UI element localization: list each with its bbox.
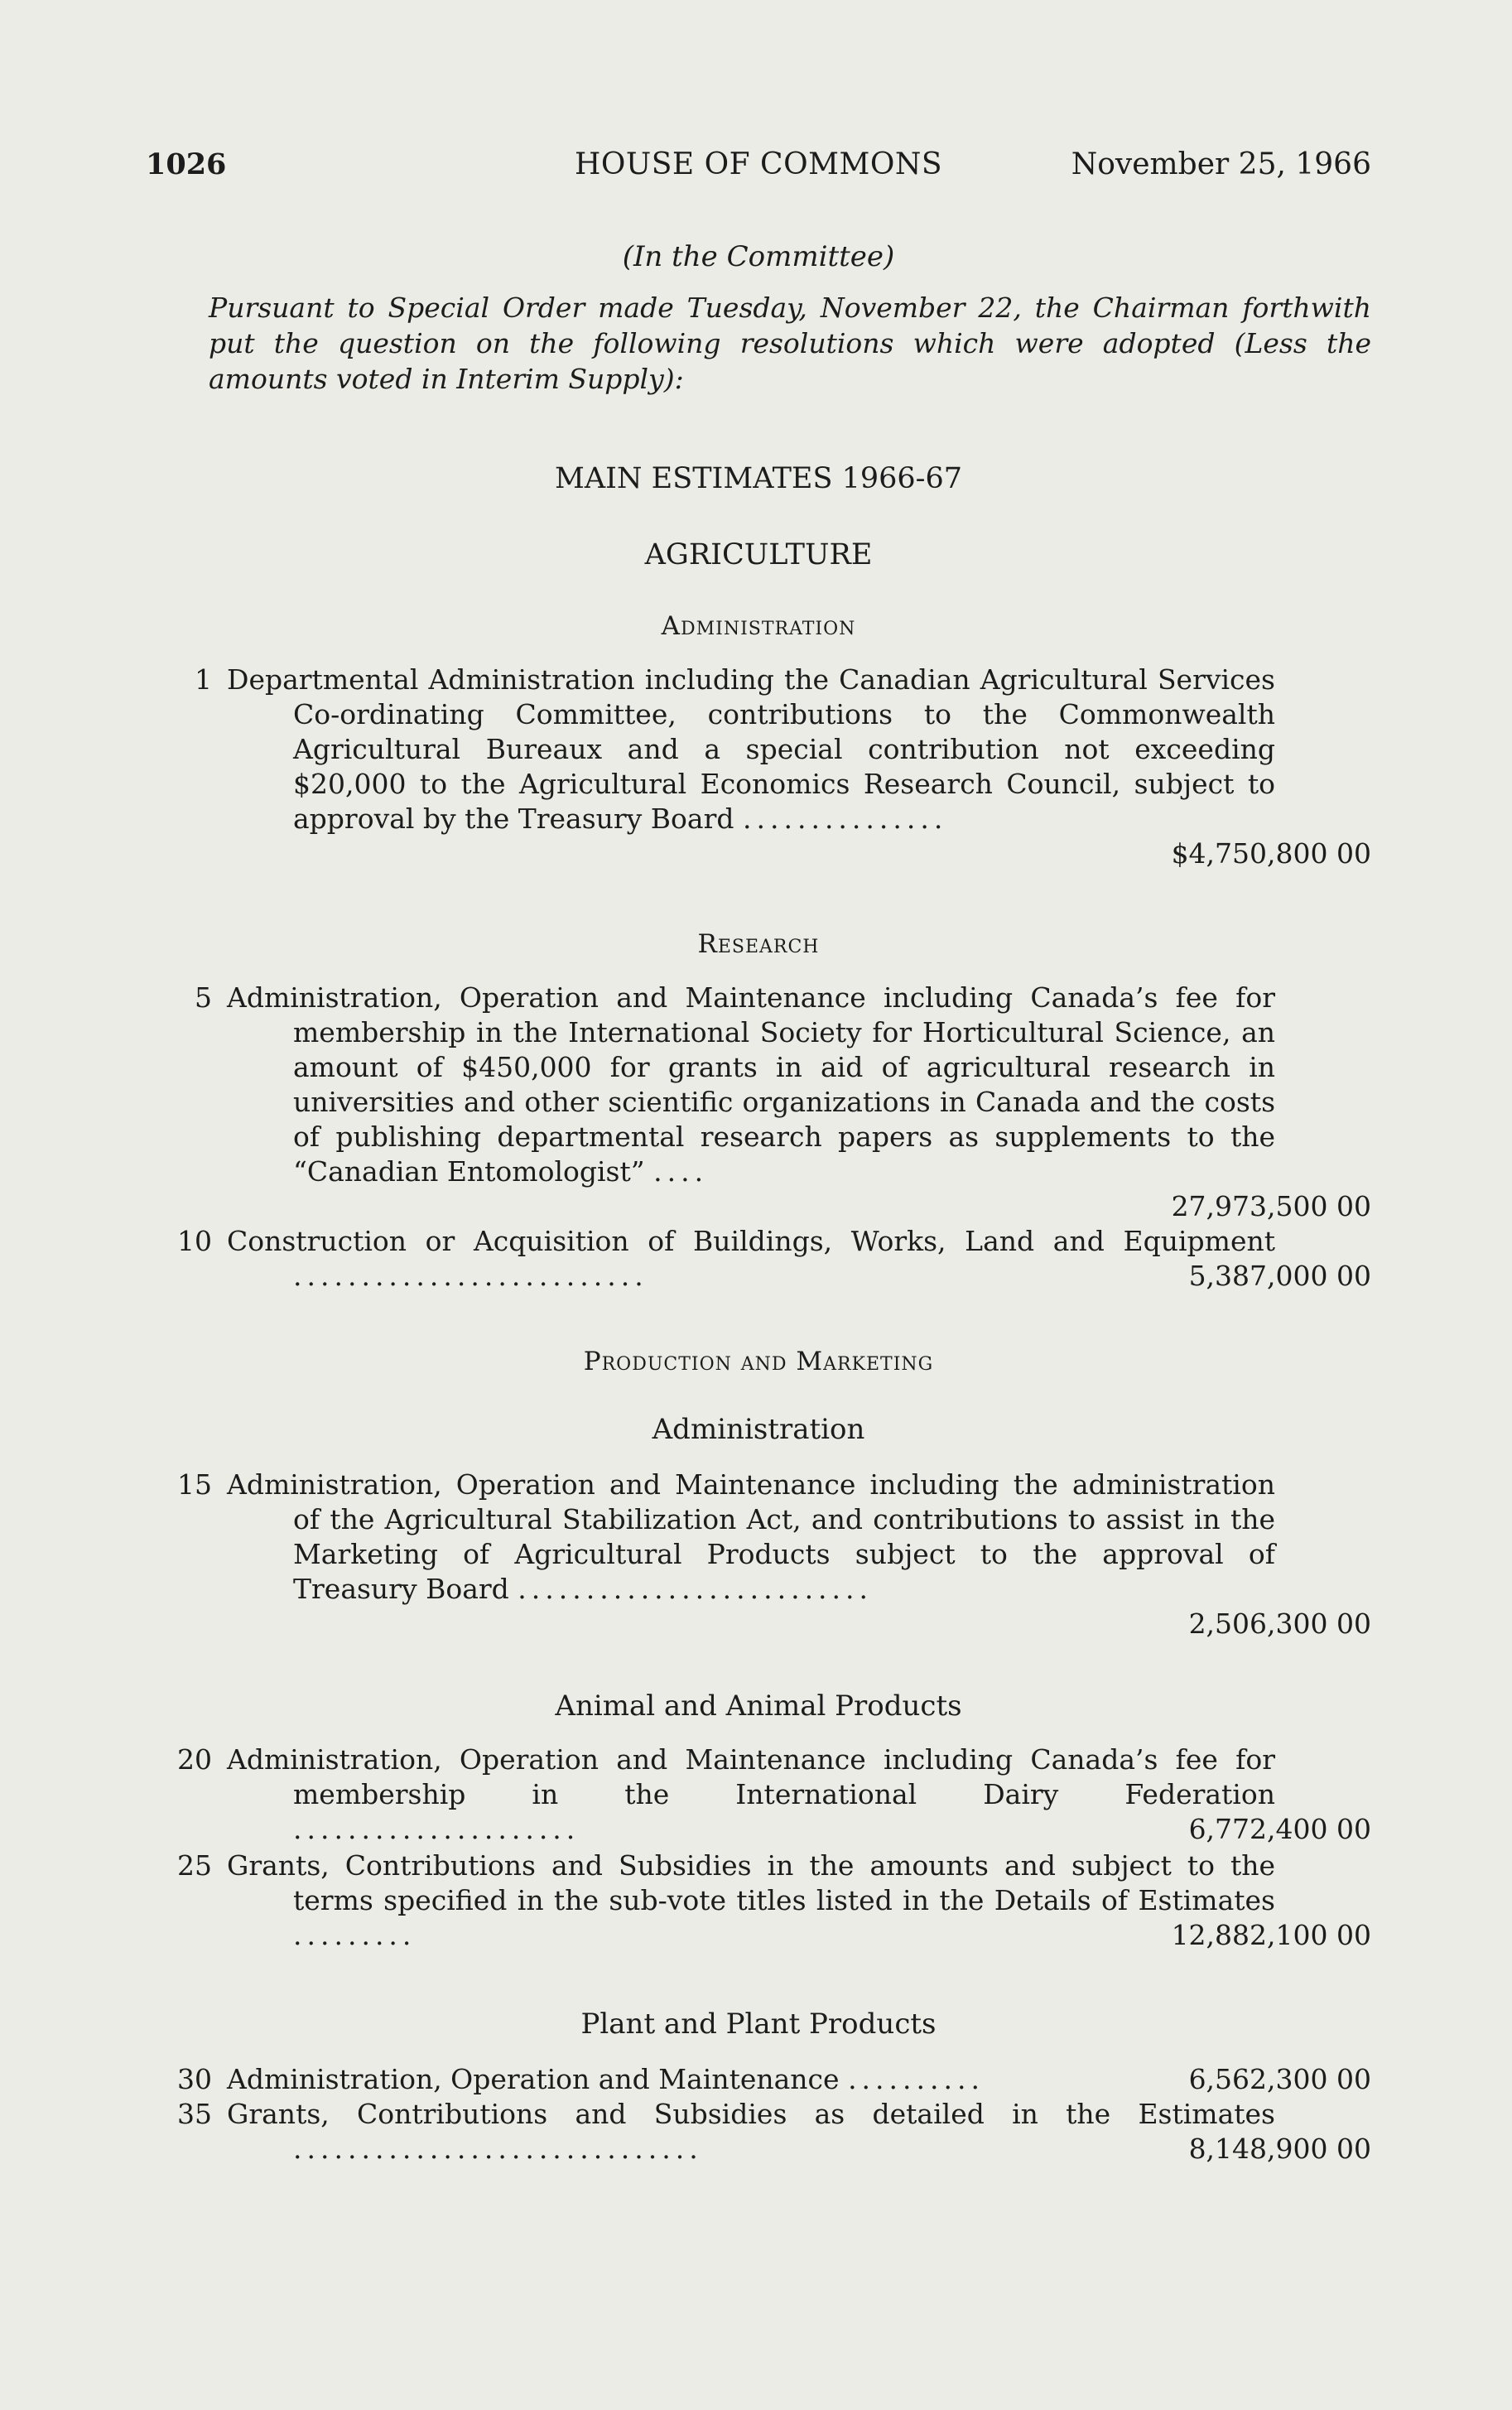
vote-item bbox=[146, 981, 1371, 1259]
subsection-animal: Animal and Animal Products bbox=[555, 1689, 962, 1723]
vote-amount: 12,882,100 00 bbox=[1171, 1919, 1371, 1951]
vote-description: Administration, Operation and Maintenance including Canada’s fee for membership in the International Society for Horticultural Science, an amount of $450,000 for grants in aid of agricultural research in universities and other scientific organizations in Canada and the costs of publishing departmental research papers as supplements to the “Canadian Entomologist” .... bbox=[227, 981, 1275, 1188]
vote-amount: 6,772,400 00 bbox=[1188, 1813, 1371, 1845]
committee-note: (In the Committee) bbox=[622, 240, 895, 273]
vote-amount: 8,148,900 00 bbox=[1188, 2133, 1371, 2165]
section-research: Research bbox=[697, 929, 820, 959]
vote-item bbox=[146, 2062, 1371, 2100]
vote-number: 5 bbox=[195, 981, 212, 1014]
vote-item bbox=[146, 1468, 1371, 1650]
vote-item bbox=[146, 1224, 1371, 1299]
vote-item bbox=[146, 1742, 1371, 1850]
estimates-title: MAIN ESTIMATES 1966-67 bbox=[554, 462, 963, 495]
vote-description: Grants, Contributions and Subsidies in the amounts and subject to the terms specified in the sub-vote titles listed in the Details of Estimates ......... bbox=[227, 1849, 1275, 1951]
vote-number: 10 bbox=[177, 1225, 212, 1257]
vote-description: Administration, Operation and Maintenance including the administration of the Agricultural Stabilization Act, and contributions to assist in the Marketing of Agricultural Products subject to the approval of Treasury Board .......................... bbox=[227, 1468, 1275, 1605]
vote-item bbox=[146, 2097, 1371, 2171]
vote-amount: $4,750,800 00 bbox=[1171, 837, 1371, 870]
page-header bbox=[146, 147, 1371, 194]
vote-description: Grants, Contributions and Subsidies as detailed in the Estimates .............................. bbox=[227, 2098, 1275, 2165]
intro-paragraph: Pursuant to Special Order made Tuesday, November 22, the Chairman forthwith put the question on the following resolutions which were adopted (Less the amounts voted in Interim Supply): bbox=[209, 292, 1371, 395]
vote-number: 25 bbox=[177, 1849, 212, 1882]
section-production-marketing: Production and Marketing bbox=[583, 1347, 934, 1376]
subsection-administration: Administration bbox=[652, 1413, 865, 1446]
vote-item bbox=[146, 663, 1371, 878]
vote-description: Construction or Acquisition of Buildings, Works, Land and Equipment .......................... bbox=[227, 1225, 1275, 1292]
page-number: 1026 bbox=[146, 147, 227, 181]
vote-number: 15 bbox=[177, 1468, 212, 1501]
vote-amount: 5,387,000 00 bbox=[1188, 1260, 1371, 1292]
page-date: November 25, 1966 bbox=[1071, 147, 1371, 181]
subsection-plant: Plant and Plant Products bbox=[580, 2008, 937, 2041]
vote-amount: 6,562,300 00 bbox=[1188, 2063, 1371, 2095]
vote-number: 1 bbox=[195, 663, 212, 696]
vote-description: Administration, Operation and Maintenance .......... bbox=[227, 2063, 985, 2095]
vote-number: 30 bbox=[177, 2063, 212, 2095]
vote-amount: 2,506,300 00 bbox=[1188, 1607, 1371, 1640]
vote-description: Departmental Administration including the Canadian Agricultural Services Co-ordinating Committee, contributions to the Commonwealth Agricultural Bureaux and a special contribution not exceeding $20,000 to the Agricultural Economics Research Council, subject to approval by the Treasury Board ............... bbox=[227, 663, 1275, 835]
department-heading: AGRICULTURE bbox=[644, 538, 873, 571]
vote-description: Administration, Operation and Maintenance including Canada’s fee for membership in the International Dairy Federation ..................... bbox=[227, 1743, 1275, 1845]
vote-item bbox=[146, 1848, 1371, 1956]
section-administration: Administration bbox=[661, 611, 856, 641]
vote-amount: 27,973,500 00 bbox=[1171, 1190, 1371, 1222]
page-title: HOUSE OF COMMONS bbox=[574, 147, 943, 181]
vote-number: 20 bbox=[177, 1743, 212, 1776]
vote-number: 35 bbox=[177, 2098, 212, 2130]
